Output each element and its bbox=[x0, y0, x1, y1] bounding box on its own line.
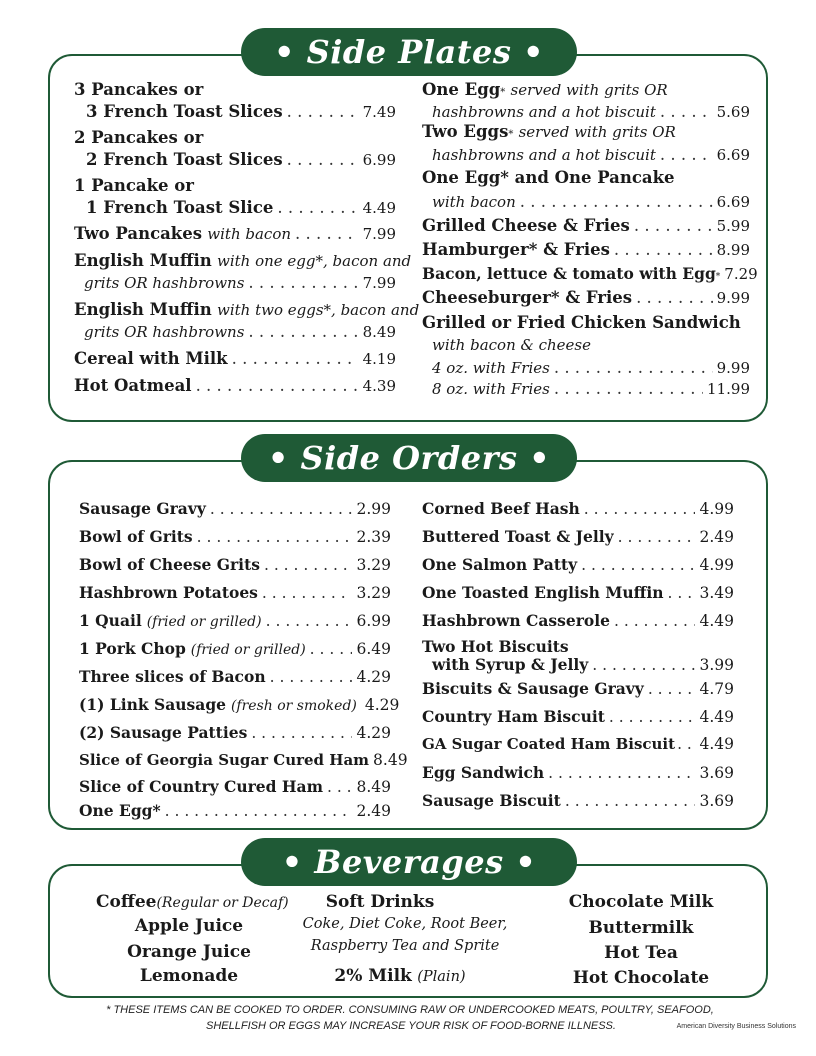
plate-cheeseburger bbox=[422, 288, 750, 307]
food-safety-notice bbox=[60, 1002, 760, 1034]
plate-name: Bacon, lettuce & tomato with Egg bbox=[422, 264, 716, 283]
order-price: 4.29 bbox=[356, 724, 391, 742]
order-name: Egg Sandwich bbox=[422, 763, 545, 782]
plate-name: Cheeseburger* & Fries bbox=[422, 288, 633, 307]
plate-price: 11.99 bbox=[707, 380, 750, 398]
order-price: 2.39 bbox=[356, 528, 391, 546]
plate-desc: with one egg*, bacon and bbox=[217, 252, 412, 270]
plate-price: 5.69 bbox=[716, 103, 750, 121]
plate-english-muffin-one-egg-line2 bbox=[84, 273, 396, 292]
plate-option: 4 oz. with Fries bbox=[432, 359, 550, 377]
order-name: One Toasted English Muffin bbox=[422, 583, 664, 602]
order-name: Buttered Toast & Jelly bbox=[422, 527, 614, 546]
order-name: One Egg* bbox=[79, 801, 161, 820]
order-name: 1 Pork Chop bbox=[79, 639, 186, 658]
asterisk-mark: * bbox=[508, 129, 514, 140]
bev-orange-juice: Orange Juice bbox=[127, 942, 251, 962]
plate-name: Cereal with Milk bbox=[74, 349, 228, 368]
side-orders-banner: • Side Orders • bbox=[241, 434, 577, 482]
plate-oatmeal bbox=[74, 376, 396, 395]
plate-desc2: grits OR hashbrowns bbox=[84, 274, 245, 292]
plate-grilled-cheese bbox=[422, 216, 750, 235]
plate-2-pancakes-line1: 2 Pancakes or bbox=[74, 128, 204, 147]
order-price: 2.49 bbox=[356, 802, 391, 820]
bev-soft-desc2: Raspberry Tea and Sprite bbox=[310, 938, 500, 954]
order-price: 2.49 bbox=[699, 528, 734, 546]
credit-text: American Diversity Business Solutions bbox=[676, 1023, 796, 1030]
plate-price: 9.99 bbox=[716, 289, 750, 307]
bev-soft-drinks: Soft Drinks bbox=[325, 892, 435, 912]
notice-line2: SHELLFISH OR EGGS MAY INCREASE YOUR RISK OF FOOD-BORNE ILLNESS. bbox=[206, 1020, 616, 1032]
plate-name: One Egg bbox=[422, 80, 501, 99]
plate-price: 6.99 bbox=[362, 151, 396, 169]
plate-desc: with two eggs*, bacon and bbox=[217, 301, 420, 319]
plate-desc2: with bacon bbox=[432, 193, 516, 211]
plate-desc2: grits OR hashbrowns bbox=[84, 323, 245, 341]
plate-price: 9.99 bbox=[716, 359, 750, 377]
order-name: Slice of Country Cured Ham bbox=[79, 777, 323, 796]
plate-english-muffin-two-eggs-line2 bbox=[84, 322, 396, 341]
bev-hot-chocolate: Hot Chocolate bbox=[572, 968, 710, 988]
order-price: 4.49 bbox=[699, 708, 734, 726]
plate-cereal bbox=[74, 349, 396, 368]
beverages-banner: • Beverages • bbox=[241, 838, 577, 886]
order-name: Country Ham Biscuit bbox=[422, 707, 605, 726]
plate-price: 6.69 bbox=[716, 193, 750, 211]
order-price: 4.49 bbox=[699, 612, 734, 630]
order-price: 4.49 bbox=[699, 735, 734, 753]
plate-two-eggs bbox=[422, 122, 676, 141]
plate-price: 7.49 bbox=[362, 103, 396, 121]
order-name: Hashbrown Potatoes bbox=[79, 583, 258, 602]
plate-1-pancake-line1: 1 Pancake or bbox=[74, 176, 194, 195]
order-price: 6.49 bbox=[356, 640, 391, 658]
plate-desc2: hashbrowns and a hot biscuit bbox=[432, 146, 656, 164]
notice-line1: * THESE ITEMS CAN BE COOKED TO ORDER. CONSUMING RAW OR UNDERCOOKED MEATS, POULTRY, SEAFOOD, bbox=[106, 1004, 714, 1016]
plate-name: Two Pancakes bbox=[74, 224, 203, 243]
order-english-muffin bbox=[422, 583, 734, 602]
plate-blt-egg bbox=[422, 264, 758, 283]
order-price: 3.69 bbox=[699, 792, 734, 810]
order-country-ham bbox=[79, 777, 391, 796]
plate-price: 6.69 bbox=[716, 146, 750, 164]
order-name: 1 Quail bbox=[79, 611, 142, 630]
order-price: 8.49 bbox=[356, 778, 391, 796]
order-egg-sandwich bbox=[422, 763, 734, 782]
plate-chicken-sandwich: Grilled or Fried Chicken Sandwich bbox=[422, 313, 741, 332]
plate-egg-and-pancake-line2 bbox=[432, 192, 750, 211]
order-name: Sausage Gravy bbox=[79, 499, 206, 518]
bev-hot-tea: Hot Tea bbox=[604, 943, 678, 963]
bev-lemonade: Lemonade bbox=[139, 966, 239, 986]
order-name: Slice of Georgia Sugar Cured Ham bbox=[79, 751, 370, 769]
order-bacon bbox=[79, 667, 391, 686]
order-biscuits-gravy bbox=[422, 679, 734, 698]
order-name: Hashbrown Casserole bbox=[422, 611, 610, 630]
order-quail bbox=[79, 611, 391, 630]
plate-3-pancakes bbox=[86, 102, 396, 121]
order-name: with Syrup & Jelly bbox=[432, 655, 589, 674]
plate-desc: served with grits OR bbox=[510, 81, 668, 99]
plate-name: English Muffin bbox=[74, 251, 212, 270]
order-price: 4.99 bbox=[699, 500, 734, 518]
bev-coffee bbox=[96, 892, 289, 912]
order-hot-biscuits bbox=[432, 655, 734, 674]
bev-apple-juice: Apple Juice bbox=[134, 916, 244, 936]
bev-chocolate-milk: Chocolate Milk bbox=[568, 892, 714, 912]
order-one-egg bbox=[79, 801, 391, 820]
order-price: 4.29 bbox=[356, 668, 391, 686]
plate-one-egg bbox=[422, 80, 668, 99]
order-price: 4.29 bbox=[364, 696, 400, 714]
bev-buttermilk: Buttermilk bbox=[588, 918, 694, 938]
plate-name: Grilled Cheese & Fries bbox=[422, 216, 630, 235]
order-buttered-toast bbox=[422, 527, 734, 546]
order-name: Corned Beef Hash bbox=[422, 499, 580, 518]
order-name: One Salmon Patty bbox=[422, 555, 578, 574]
plate-3-pancakes-line1: 3 Pancakes or bbox=[74, 80, 204, 99]
order-hot-biscuits-line1: Two Hot Biscuits bbox=[422, 637, 569, 656]
plate-3-pancakes-line2: 3 French Toast Slices bbox=[86, 102, 283, 121]
order-desc: (fresh or smoked) bbox=[230, 698, 357, 714]
plate-price: 4.19 bbox=[362, 350, 396, 368]
order-hashbrown-potatoes bbox=[79, 583, 391, 602]
plate-name: Hot Oatmeal bbox=[74, 376, 192, 395]
plate-price: 7.99 bbox=[362, 225, 396, 243]
bev-milk bbox=[290, 966, 510, 986]
order-link-sausage bbox=[79, 695, 400, 714]
order-sausage-patties bbox=[79, 723, 391, 742]
order-corned-beef bbox=[422, 499, 734, 518]
order-price: 3.69 bbox=[699, 764, 734, 782]
plate-desc: with bacon bbox=[207, 225, 292, 243]
order-desc: (fried or grilled) bbox=[146, 614, 262, 630]
plate-hamburger bbox=[422, 240, 750, 259]
order-price: 4.99 bbox=[699, 556, 734, 574]
plate-option: 8 oz. with Fries bbox=[432, 380, 550, 398]
order-country-ham-biscuit bbox=[422, 707, 734, 726]
order-ga-ham-biscuit bbox=[422, 735, 734, 753]
plate-chicken-desc: with bacon & cheese bbox=[432, 336, 592, 354]
plate-price: 8.99 bbox=[716, 241, 750, 259]
order-name: Bowl of Cheese Grits bbox=[79, 555, 260, 574]
order-salmon-patty bbox=[422, 555, 734, 574]
plate-one-egg-line2 bbox=[432, 102, 750, 121]
order-sausage-biscuit bbox=[422, 791, 734, 810]
plate-price: 5.99 bbox=[716, 217, 750, 235]
order-sausage-gravy bbox=[79, 499, 391, 518]
order-price: 2.99 bbox=[356, 500, 391, 518]
plate-price: 7.29 bbox=[724, 265, 758, 283]
plate-name: Two Eggs bbox=[422, 122, 509, 141]
plate-chicken-4oz bbox=[432, 358, 750, 377]
order-cheese-grits bbox=[79, 555, 391, 574]
plate-two-pancakes bbox=[74, 224, 396, 243]
order-pork-chop bbox=[79, 639, 391, 658]
plate-2-pancakes-line2: 2 French Toast Slices bbox=[86, 150, 283, 169]
side-plates-banner: • Side Plates • bbox=[241, 28, 577, 76]
bev-name: 2% Milk bbox=[334, 966, 412, 986]
plate-1-pancake bbox=[86, 198, 396, 217]
order-price: 3.29 bbox=[356, 584, 391, 602]
order-name: (1) Link Sausage bbox=[79, 695, 227, 714]
plate-price: 4.49 bbox=[362, 199, 396, 217]
order-georgia-ham bbox=[79, 751, 408, 769]
bev-soft-desc1: Coke, Diet Coke, Root Beer, bbox=[302, 916, 508, 932]
order-price: 6.99 bbox=[356, 612, 391, 630]
order-price: 8.49 bbox=[373, 751, 408, 769]
bev-name: Coffee bbox=[96, 892, 157, 912]
plate-name: Hamburger* & Fries bbox=[422, 240, 610, 259]
order-bowl-grits bbox=[79, 527, 391, 546]
order-price: 3.29 bbox=[356, 556, 391, 574]
order-name: GA Sugar Coated Ham Biscuit bbox=[422, 735, 676, 753]
plate-two-eggs-line2 bbox=[432, 145, 750, 164]
plate-name: English Muffin bbox=[74, 300, 212, 319]
asterisk-mark: * bbox=[715, 272, 721, 282]
order-name: Sausage Biscuit bbox=[422, 791, 561, 810]
asterisk-mark: * bbox=[500, 87, 506, 98]
plate-price: 8.49 bbox=[362, 323, 396, 341]
bev-desc: (Regular or Decaf) bbox=[156, 895, 289, 911]
plate-desc2: hashbrowns and a hot biscuit bbox=[432, 103, 656, 121]
plate-desc: served with grits OR bbox=[518, 123, 676, 141]
plate-price: 4.39 bbox=[362, 377, 396, 395]
order-desc: (fried or grilled) bbox=[190, 642, 306, 658]
plate-2-pancakes bbox=[86, 150, 396, 169]
order-name: Biscuits & Sausage Gravy bbox=[422, 679, 644, 698]
order-hashbrown-casserole bbox=[422, 611, 734, 630]
plate-price: 7.99 bbox=[362, 274, 396, 292]
plate-egg-and-pancake: One Egg* and One Pancake bbox=[422, 168, 675, 187]
order-price: 3.99 bbox=[699, 656, 734, 674]
plate-english-muffin-one-egg bbox=[74, 251, 412, 270]
order-name: (2) Sausage Patties bbox=[79, 723, 248, 742]
order-name: Bowl of Grits bbox=[79, 527, 193, 546]
order-price: 4.79 bbox=[699, 680, 734, 698]
plate-english-muffin-two-eggs bbox=[74, 300, 420, 319]
order-name: Three slices of Bacon bbox=[79, 667, 266, 686]
plate-1-pancake-line2: 1 French Toast Slice bbox=[86, 198, 274, 217]
bev-desc: (Plain) bbox=[417, 969, 466, 985]
order-price: 3.49 bbox=[699, 584, 734, 602]
plate-chicken-8oz bbox=[432, 379, 750, 398]
